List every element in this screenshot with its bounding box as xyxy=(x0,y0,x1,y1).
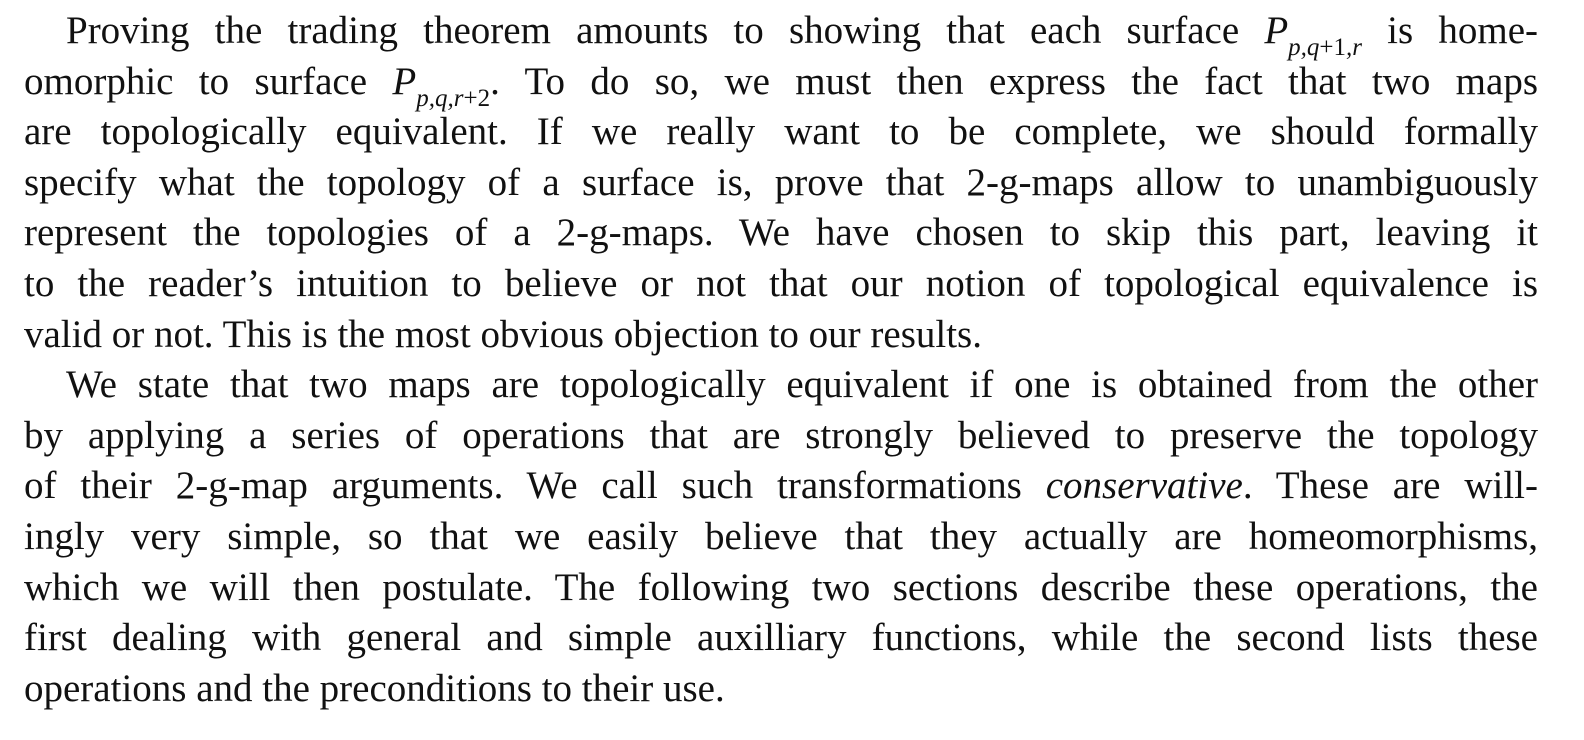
text-line: We state that two maps are topologically equivalent if one is obtained from the other xyxy=(66,363,1538,407)
text-line: specify what the topology of a surface is, prove that 2-g-maps allow to unambiguously xyxy=(24,160,1538,204)
text-span: of their 2-g-map arguments. We call such transformations xyxy=(24,464,1046,508)
math-symbol-P xyxy=(1264,9,1362,61)
text-span: omorphic to surface xyxy=(24,59,393,103)
text-line: which we will then postulate. The following two sections describe these operations, the xyxy=(24,565,1538,609)
math-symbol-letter: P xyxy=(1264,9,1289,52)
paragraph-1 xyxy=(24,6,1538,360)
text-line: operations and the preconditions to their use. xyxy=(24,666,725,710)
text-line: represent the topologies of a 2-g-maps. We have chosen to skip this part, leaving it xyxy=(24,211,1538,255)
text-line: are topologically equivalent. If we really want to be complete, we should formally xyxy=(24,110,1538,154)
subscript-part: +1 xyxy=(1319,34,1347,61)
math-subscript xyxy=(1288,34,1362,61)
subscript-part: +2 xyxy=(463,84,491,112)
text-line: valid or not. This is the most obvious objection to our results. xyxy=(24,312,982,356)
text-line: by applying a series of operations that are strongly believed to preserve the topology xyxy=(24,413,1538,457)
emphasized-term: conservative xyxy=(1045,464,1243,508)
text-line: to the reader’s intuition to believe or not that our notion of topological equivalence is xyxy=(24,261,1538,305)
text-span: is home- xyxy=(1362,9,1538,52)
text-line: first dealing with general and simple auxilliary functions, while the second lists these xyxy=(24,616,1538,660)
text-span: . To do so, we must then express the fact that two maps xyxy=(490,59,1538,103)
math-symbol-P xyxy=(392,59,491,112)
paragraph-2 xyxy=(24,360,1538,714)
subscript-part: ,r xyxy=(1346,34,1362,61)
text-line xyxy=(24,6,1538,61)
subscript-part: p,q xyxy=(1288,34,1320,61)
math-symbol-letter: P xyxy=(392,59,417,103)
text-line xyxy=(24,57,1538,112)
math-subscript xyxy=(416,85,490,112)
subscript-part: p,q,r xyxy=(416,84,464,112)
document-body xyxy=(24,6,1538,714)
text-line xyxy=(24,461,1538,512)
text-span: . These are will- xyxy=(1242,464,1538,508)
text-line: ingly very simple, so that we easily believe that they actually are homeomorphisms, xyxy=(24,514,1538,558)
text-span: Proving the trading theorem amounts to showing that each surface xyxy=(66,9,1265,52)
